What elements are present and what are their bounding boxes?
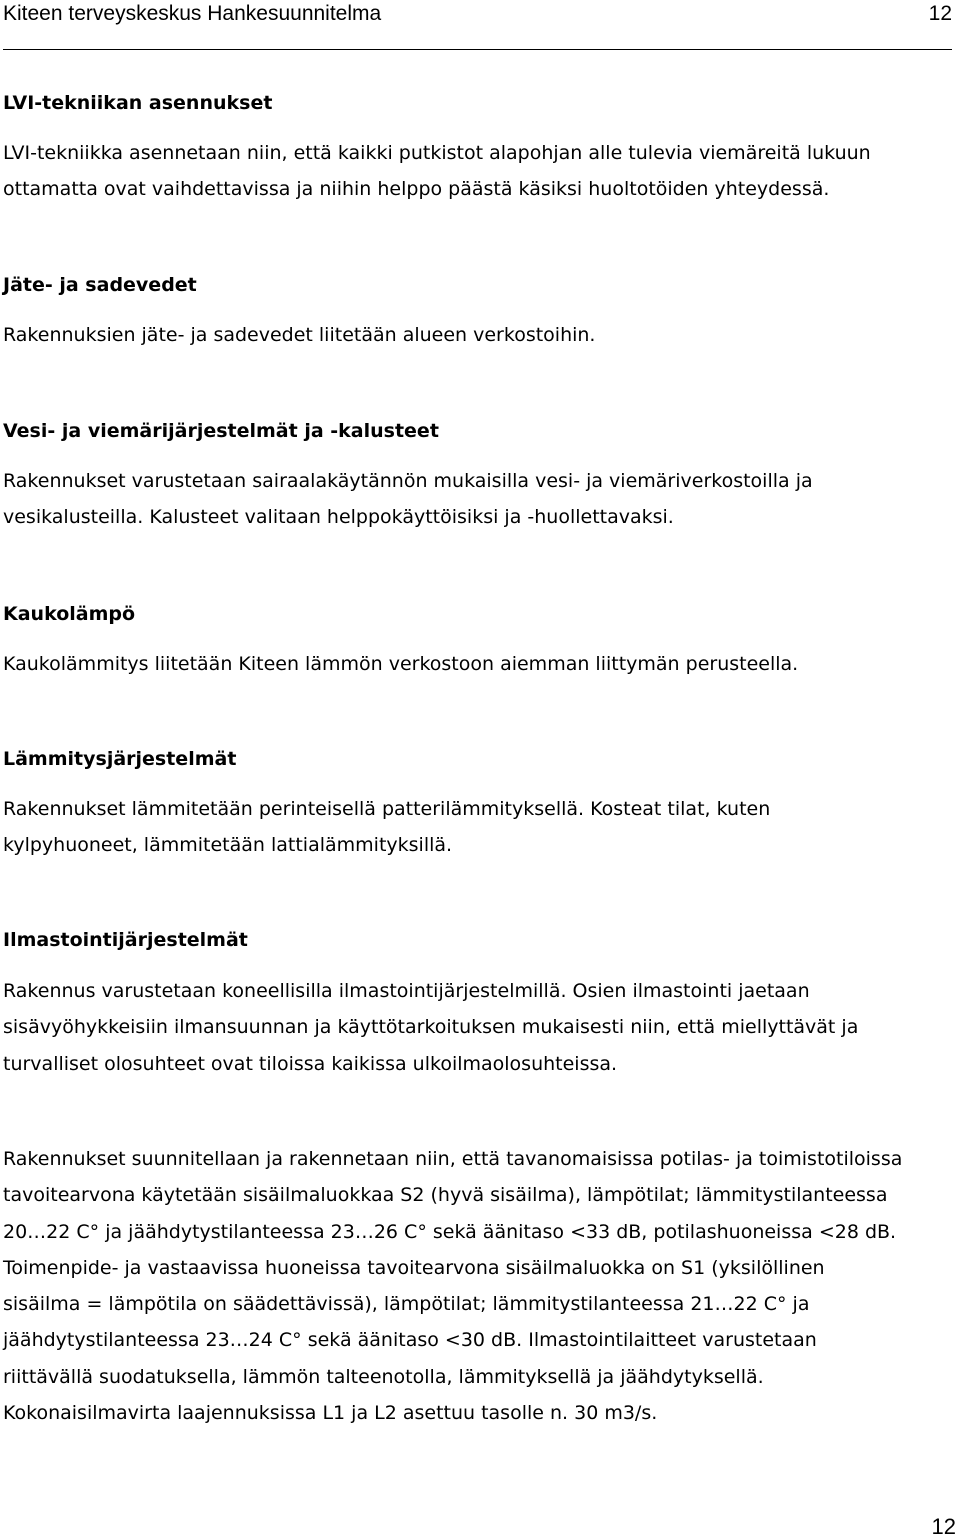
paragraph-line: 20…22 C° ja jäähdytystilanteessa 23…26 C° sekä äänitaso <33 dB, potilashuoneissa <28 dB. — [3, 1220, 897, 1243]
paragraph-line: Rakennukset varustetaan sairaalakäytännön mukaisilla vesi- ja viemäriverkostoilla ja — [3, 470, 813, 492]
paragraph-line: kylpyhuoneet, lämmitetään lattialämmityksillä. — [3, 834, 453, 857]
document-title: Kiteen terveyskeskus Hankesuunnitelma — [3, 2, 382, 25]
section-ventilation-systems — [3, 929, 953, 1082]
paragraph-line: Rakennukset lämmitetään perinteisellä patterilämmityksellä. Kosteat tilat, kuten — [3, 798, 771, 820]
section-district-heating — [3, 603, 953, 682]
paragraph-line: sisävyöhykkeisiin ilmansuunnan ja käyttötarkoituksen mukaisesti niin, että miellyttävät ja — [3, 1016, 859, 1039]
section-indoor-climate — [3, 1141, 953, 1431]
header-page-number: 12 — [928, 2, 952, 25]
section-heading: Lämmitysjärjestelmät — [3, 748, 237, 770]
section-lvi-installation — [3, 92, 953, 208]
footer-page-number: 12 — [931, 1514, 956, 1539]
paragraph-line: jäähdytystilanteessa 23…24 C° sekä äänitaso <30 dB. Ilmastointilaitteet varustetaan — [3, 1329, 817, 1352]
section-heading: LVI-tekniikan asennukset — [3, 92, 273, 114]
section-heading: Jäte- ja sadevedet — [3, 274, 197, 296]
paragraph-line: Rakennus varustetaan koneellisilla ilmastointijärjestelmillä. Osien ilmastointi jaetaan — [3, 980, 810, 1002]
paragraph-line: tavoitearvona käytetään sisäilmaluokkaa S2 (hyvä sisäilma), lämpötilat; lämmitystilanteessa — [3, 1184, 888, 1207]
header-divider — [3, 49, 952, 50]
section-heading: Vesi- ja viemärijärjestelmät ja -kalusteet — [3, 420, 439, 442]
paragraph-line: Kaukolämmitys liitetään Kiteen lämmön verkostoon aiemman liittymän perusteella. — [3, 653, 799, 675]
paragraph-line: riittävällä suodatuksella, lämmön talteenotolla, lämmityksellä ja jäähdytyksellä. — [3, 1365, 764, 1388]
paragraph-line: LVI-tekniikka asennetaan niin, että kaikki putkistot alapohjan alle tulevia viemäreitä lukuun — [3, 142, 871, 164]
section-waste-water — [3, 274, 953, 353]
paragraph-line: sisäilma = lämpötila on säädettävissä), lämpötilat; lämmitystilanteessa 21…22 C° ja — [3, 1293, 810, 1316]
section-heating-systems — [3, 748, 953, 864]
paragraph-line: turvalliset olosuhteet ovat tiloissa kaikissa ulkoilmaolosuhteissa. — [3, 1052, 618, 1075]
section-water-sewer — [3, 420, 953, 536]
paragraph-line: Toimenpide- ja vastaavissa huoneissa tavoitearvona sisäilmaluokka on S1 (yksilöllinen — [3, 1256, 825, 1279]
paragraph-line: Rakennukset suunnitellaan ja rakennetaan niin, että tavanomaisissa potilas- ja toimistotiloissa — [3, 1148, 903, 1170]
paragraph-line: Rakennuksien jäte- ja sadevedet liitetään alueen verkostoihin. — [3, 324, 596, 346]
section-heading: Ilmastointijärjestelmät — [3, 929, 248, 951]
paragraph-line: ottamatta ovat vaihdettavissa ja niihin helppo päästä käsiksi huoltotöiden yhteydessä. — [3, 178, 830, 201]
paragraph-line: vesikalusteilla. Kalusteet valitaan helppokäyttöisiksi ja -huollettavaksi. — [3, 506, 674, 529]
page-header — [3, 0, 952, 30]
paragraph-line: Kokonaisilmavirta laajennuksissa L1 ja L2 asettuu tasolle n. 30 m3/s. — [3, 1402, 658, 1425]
section-heading: Kaukolämpö — [3, 603, 136, 625]
